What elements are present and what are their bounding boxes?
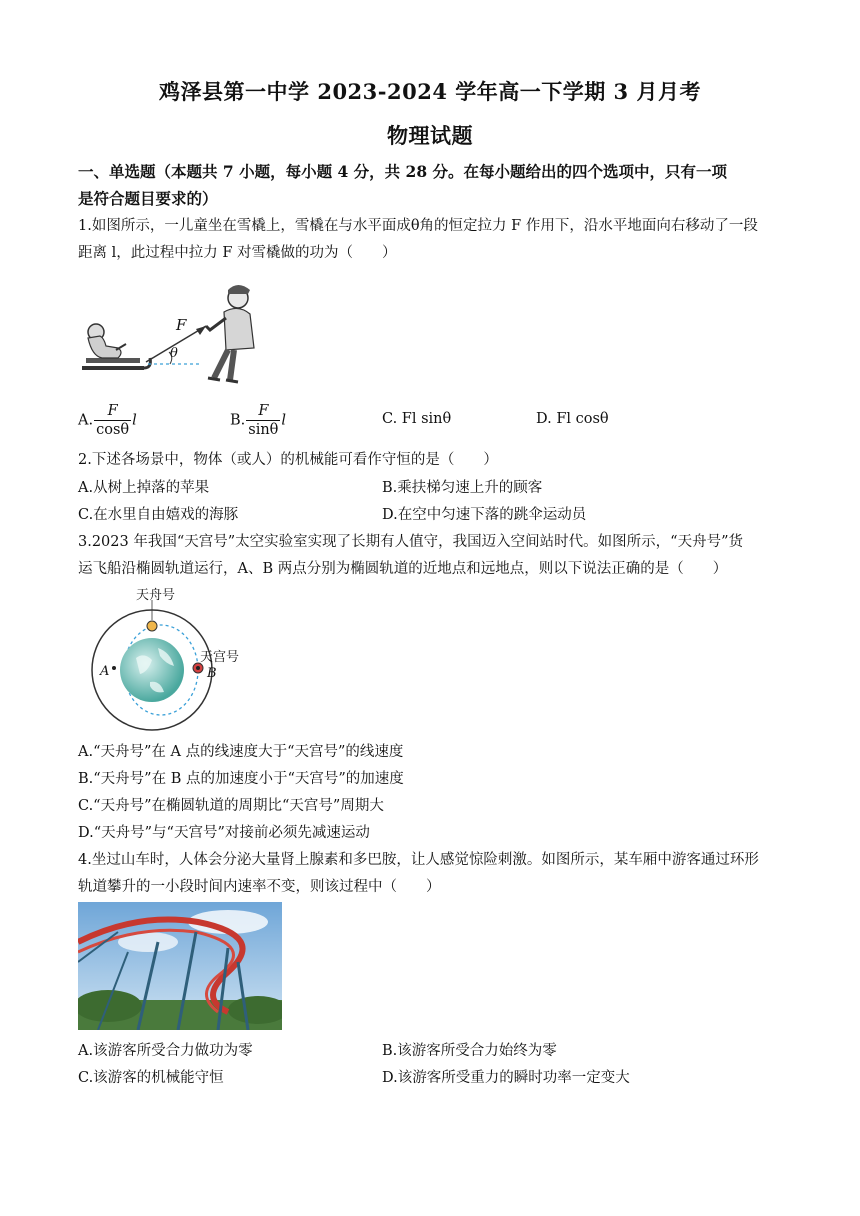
q1-option-b-fraction [246, 402, 280, 439]
q1-option-c: C. Fl sinθ [382, 411, 452, 427]
sled-figure [78, 278, 268, 388]
tiangong-label: 天宫号 [200, 650, 240, 665]
earth [120, 638, 184, 702]
q4-stem-line2: 轨道攀升的一小段时间内速率不变，则该过程中（ ） [78, 879, 441, 895]
force-label: F [176, 316, 187, 334]
q1-option-b [230, 402, 286, 439]
q1-option-a [78, 402, 137, 439]
q2-option-c: C.在水里自由嬉戏的海豚 [78, 507, 239, 523]
angle-label: θ [170, 346, 178, 361]
section-heading-line1: 一、单选题（本题共 7 小题，每小题 4 分，共 28 分。在每小题给出的四个选项中，只有一项 [78, 162, 728, 181]
q1-option-a-prefix: A. [78, 412, 94, 429]
q1-stem-line2: 距离 l，此过程中拉力 F 对雪橇做的功为（ ） [78, 245, 397, 261]
q1-option-b-denominator: sinθ [248, 422, 279, 438]
tianzhou-ship [147, 621, 157, 631]
q1-option-b-numerator: F [246, 402, 280, 421]
q1-option-a-suffix: l [132, 412, 137, 429]
exam-title: 鸡泽县第一中学 2023-2024 学年高一下学期 3 月月考 [159, 79, 701, 104]
q3-option-c: C.“天舟号”在椭圆轨道的周期比“天宫号”周期大 [78, 798, 384, 814]
point-a-marker [112, 666, 116, 670]
section-heading-line2: 是符合题目要求的） [78, 189, 218, 208]
q2-option-a: A.从树上掉落的苹果 [78, 480, 210, 496]
q3-stem-line2: 运飞船沿椭圆轨道运行，A、B 两点分别为椭圆轨道的近地点和远地点，则以下说法正确的是（ ） [78, 561, 728, 577]
roller-coaster-photo [78, 902, 282, 1030]
q4-stem-line1: 4.坐过山车时，人体会分泌大量肾上腺素和多巴胺，让人感觉惊险刺激。如图所示，某车厢中游客通过环形 [78, 852, 759, 868]
q4-option-b: B.该游客所受合力始终为零 [382, 1043, 557, 1059]
q2-option-b: B.乘扶梯匀速上升的顾客 [382, 480, 543, 496]
q2-option-d: D.在空中匀速下落的跳伞运动员 [382, 507, 587, 523]
q1-option-a-numerator: F [94, 402, 131, 421]
q3-stem-line1: 3.2023 年我国“天宫号”太空实验室实现了长期有人值守，我国迈入空间站时代。如图所示，“天舟号”货 [78, 534, 743, 550]
q1-option-a-denominator: cosθ [96, 422, 130, 438]
q4-option-d: D.该游客所受重力的瞬时功率一定变大 [382, 1070, 630, 1086]
q4-option-c: C.该游客的机械能守恒 [78, 1070, 224, 1086]
q1-option-b-prefix: B. [230, 412, 246, 429]
q1-option-b-suffix: l [281, 412, 287, 429]
exam-subtitle: 物理试题 [387, 123, 473, 148]
q1-option-a-fraction [94, 402, 131, 439]
q3-option-b: B.“天舟号”在 B 点的加速度小于“天宫号”的加速度 [78, 771, 404, 787]
point-a-label: A [100, 664, 110, 679]
q3-option-d: D.“天舟号”与“天宫号”对接前必须先减速运动 [78, 825, 370, 841]
tianzhou-label: 天舟号 [136, 588, 176, 603]
q1-stem-line1: 1.如图所示，一儿童坐在雪橇上，雪橇在与水平面成θ角的恒定拉力 F 作用下，沿水平地面向右移动了一段 [78, 218, 758, 234]
q4-option-a: A.该游客所受合力做功为零 [78, 1043, 253, 1059]
q1-option-d: D. Fl cosθ [536, 411, 609, 427]
q2-stem: 2.下述各场景中，物体（或人）的机械能可看作守恒的是（ ） [78, 452, 498, 468]
sled-runner [82, 366, 144, 370]
point-b-label: B [207, 666, 217, 681]
q3-option-a: A.“天舟号”在 A 点的线速度大于“天宫号”的线速度 [78, 744, 404, 760]
man-coat [224, 308, 254, 350]
